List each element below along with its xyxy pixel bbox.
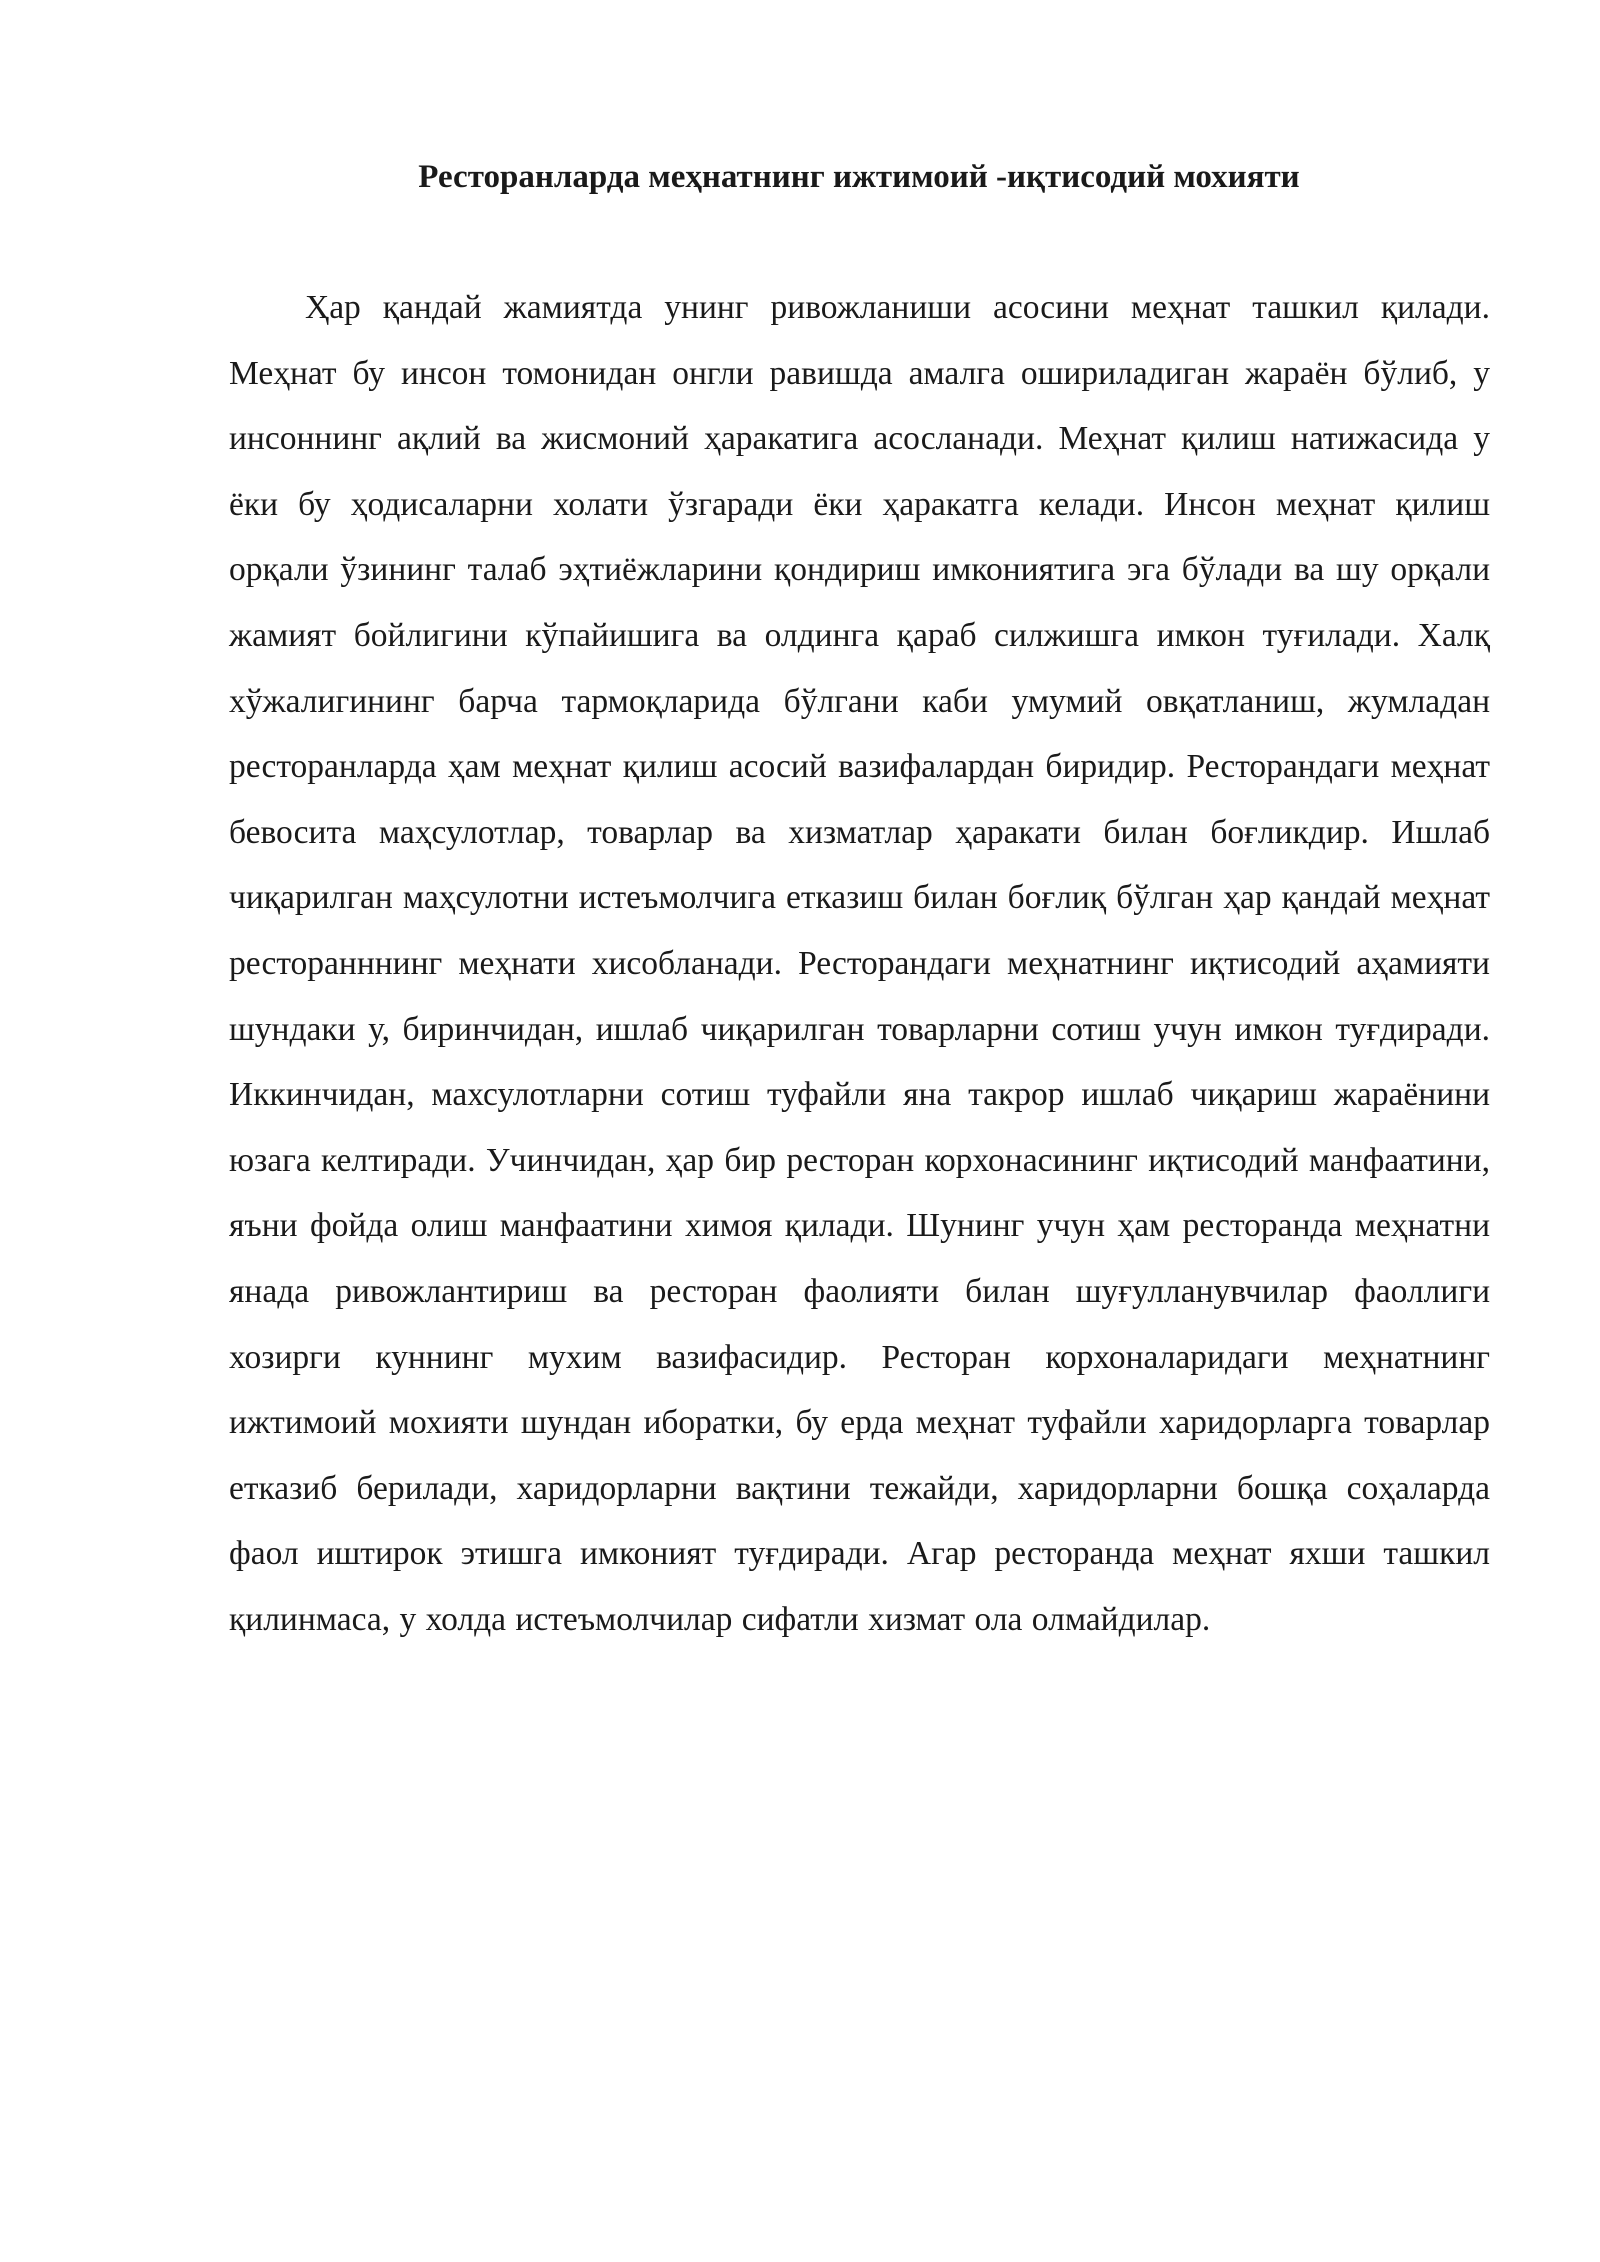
body-paragraph: Ҳар қандай жамиятда унинг ривожланиши асосини меҳнат ташкил қилади. Меҳнат бу инсон томонидан онгли равишда амалга ошириладиган жараён бўлиб, у инсоннинг ақлий ва жисмоний ҳаракатига асосланади. Меҳнат қилиш натижасида у ёки бу ҳодисаларни холати ўзгаради ёки ҳаракатга келади. Инсон меҳнат қилиш орқали ўзининг талаб эҳтиёжларини қондириш имкониятига эга бўлади ва шу орқали жамият бойлигини кўпайишига ва олдинга қараб силжишга имкон туғилади. Халқ хўжалигининг барча тармоқларида бўлгани каби умумий овқатланиш, жумладан ресторанларда ҳам меҳнат қилиш асосий вазифалардан биридир. Ресторандаги меҳнат бевосита маҳсулотлар, товарлар ва хизматлар ҳаракати билан боғликдир. Ишлаб чиқарилган маҳсулотни истеъмолчига етказиш билан боғлиқ бўлган ҳар қандай меҳнат ресторанннинг меҳнати хисобланади. Ресторандаги меҳнатнинг иқтисодий аҳамияти шундаки у, биринчидан, ишлаб чиқарилган товарларни сотиш учун имкон туғдиради. Иккинчидан, махсулотларни сотиш туфайли яна такрор ишлаб чиқариш жараёнини юзага келтиради. Учинчидан, ҳар бир ресторан корхонасининг иқтисодий манфаатини, яъни фойда олиш манфаатини химоя қилади. Шунинг учун ҳам ресторанда меҳнатни янада ривожлантириш ва ресторан фаолияти билан шуғулланувчилар фаоллиги хозирги куннинг мухим вазифасидир. Ресторан корхоналаридаги меҳнатнинг ижтимоий мохияти шундан иборатки, бу ерда меҳнат туфайли харидорларга товарлар етказиб берилади, харидорларни вақтини тежайди, харидорларни бошқа соҳаларда фаол иштирок этишга имконият туғдиради. Агар ресторанда меҳнат яхши ташкил қилинмаса, у холда истеъмолчилар сифатли хизмат ола олмайдилар. — [229, 289, 1490, 1638]
document-title: Ресторанларда меҳнатнинг ижтимоий -иқтисодий мохияти — [418, 159, 1300, 195]
